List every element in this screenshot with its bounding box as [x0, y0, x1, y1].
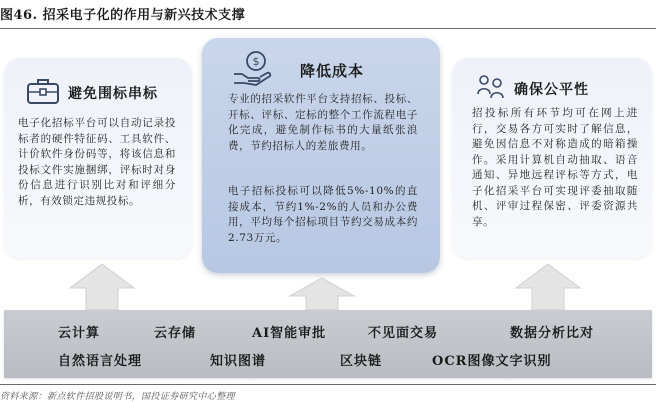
up-arrow-right — [514, 262, 582, 310]
tech-blockchain: 区块链 — [340, 354, 383, 369]
tech-cloud-computing: 云计算 — [58, 326, 101, 341]
card-avoid-collusion — [4, 58, 192, 258]
tech-cloud-storage: 云存储 — [154, 326, 197, 341]
money-hand-icon — [232, 50, 272, 90]
card-title: 避免围标串标 — [68, 86, 158, 102]
card-title: 降低成本 — [300, 61, 365, 80]
tech-remote-trading: 不见面交易 — [368, 326, 439, 341]
card-header — [232, 50, 364, 90]
up-arrow-left — [68, 262, 136, 310]
bottom-rule — [0, 384, 656, 385]
card-ensure-fairness — [452, 58, 652, 258]
briefcase-icon — [26, 76, 60, 110]
card-header — [476, 74, 589, 104]
technology-support-bar — [4, 310, 652, 378]
top-rule — [0, 28, 656, 29]
card-body: 招投标所有环节均可在网上进行，交易各方可实时了解信息，避免因信息不对称造成的暗箱操作。采用计算机自动抽取、语音通知、异地远程评标等方式，电子化招采平台可实现评委抽取随机、评审过程保密、评委资源共享。 — [472, 107, 638, 228]
tech-nlp: 自然语言处理 — [58, 354, 143, 369]
figure-title: 图46. 招采电子化的作用与新兴技术支撑 — [0, 8, 246, 23]
card-title: 确保公平性 — [514, 82, 589, 98]
svg-text:$: $ — [252, 55, 260, 68]
tech-knowledge-graph: 知识图谱 — [210, 354, 267, 369]
tech-data-analysis: 数据分析比对 — [510, 326, 595, 341]
card-reduce-cost — [202, 38, 440, 273]
card-body-2: 电子招标投标可以降低5%-10%的直接成本，节约1%-2%的人员和办公费用，平均每个招标项目节约交易成本约2.73万元。 — [228, 185, 418, 244]
tech-ai-approval: AI智能审批 — [252, 326, 327, 341]
card-body: 电子化招标平台可以自动记录投标者的硬件特征码、工具软件、计价软件身份码等，将该信息和投标文件实施捆绑，评标时对身份信息进行识别比对和评细分析，有效锁定违规投标。 — [18, 117, 176, 207]
people-icon — [476, 74, 506, 104]
card-body-1: 专业的招采软件平台支持招标、投标、开标、评标、定标的整个工作流程电子化完成，避免制作标书的大量纸张浪费，节约招标人的差旅费用。 — [228, 93, 418, 152]
card-header — [26, 76, 158, 110]
up-arrow-center — [288, 276, 356, 310]
tech-ocr: OCR图像文字识别 — [432, 354, 552, 369]
source-note: 资料来源：新点软件招股说明书，国投证券研究中心整理 — [0, 392, 236, 402]
